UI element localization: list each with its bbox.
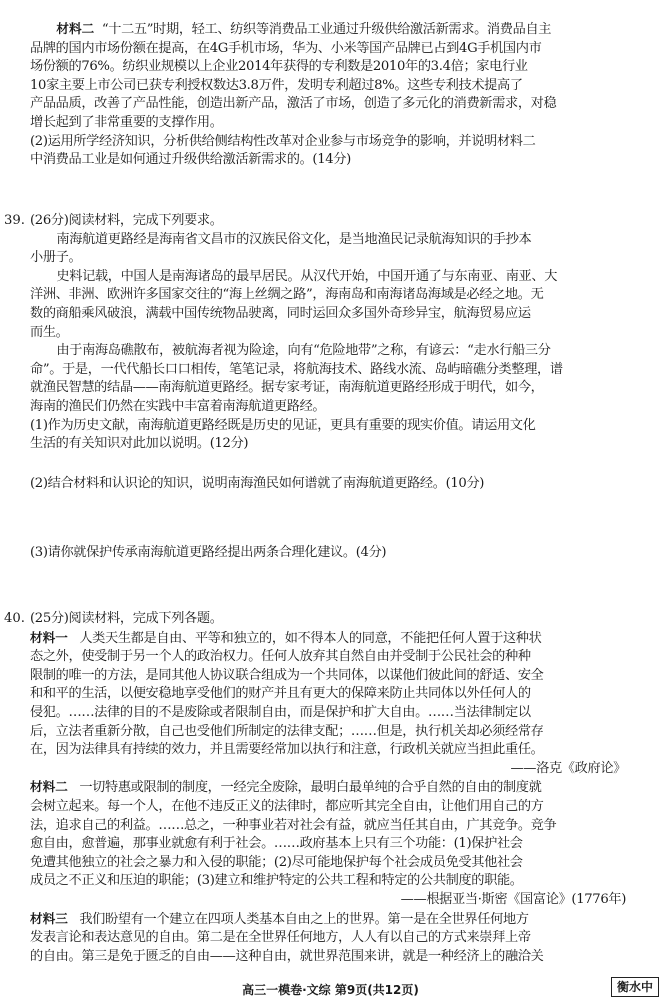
text-line: 人类天生都是自由、平等和独立的，如不得本人的同意，不能把任何人置于这种状 bbox=[79, 630, 542, 646]
text-line: 免遭其他独立的社会之暴力和入侵的职能；(2)尽可能地保护每个社会成员免受其他社会 bbox=[30, 854, 523, 870]
text-line: 南海航道更路经是海南省文昌市的汉族民俗文化，是当地渔民记录航海知识的手抄本 bbox=[56, 231, 532, 247]
text-line: 限制的唯一的方法，是同其他人协议联合组成为一个共同体，以谋他们彼此间的舒适、安全 bbox=[30, 667, 544, 683]
material-label: 材料三 bbox=[30, 910, 68, 926]
text-line: “十二五”时期，轻工、纺织等消费品工业通过升级供给激活新需求。消费品自主 bbox=[101, 22, 552, 37]
question-line: (2)运用所学经济知识，分析供给侧结构性改革对企业参与市场竞争的影响，并说明材料二 bbox=[30, 133, 536, 149]
text-line: 的自由。第三是免于匮乏的自由——这种自由，就世界范围来讲，就是一种经济上的融洽关 bbox=[30, 948, 544, 964]
text-line: 产品品质，改善了产品性能，创造出新产品，激活了市场，创造了多元化的消费新需求，对稳 bbox=[30, 96, 557, 112]
text-line: 后，立法者重新分散，自己也受他们所制定的法律支配；……但是，执行机关却必须经常存 bbox=[30, 723, 544, 739]
material-label: 材料二 bbox=[30, 779, 68, 795]
text-line: 由于南海岛礁散布，被航海者视为险途，向有“危险地带”之称，有谚云：“走水行船三分 bbox=[56, 343, 551, 359]
question-number-39: 39. bbox=[4, 213, 25, 228]
material-label: 材料一 bbox=[30, 629, 68, 645]
text-line: 在，因为法律具有持续的效力，并且需要经常加以执行和注意，行政机关就应当担此重任。 bbox=[30, 742, 544, 758]
question-39-sub2: (2)结合材料和认识论的知识，说明南海渔民如何谱就了南海航道更路经。(10分) bbox=[30, 476, 485, 491]
text-line: 海南的渔民们仍然在实践中丰富着南海航道更路经。 bbox=[30, 398, 326, 414]
text-line: 史料记载，中国人是南海诸岛的最早居民。从汉代开始，中国开通了与东南亚、南亚、大 bbox=[56, 268, 558, 284]
source-citation: ——根据亚当·斯密《国富论》(1776年) bbox=[400, 891, 626, 907]
question-line: 中消费品工业是如何通过升级供给激活新需求的。(14分) bbox=[30, 152, 351, 168]
text-line: 会树立起来。每一个人，在他不违反正义的法律时，都应听其完全自由，让他们用自己的方 bbox=[30, 798, 544, 814]
material2-econ-block bbox=[30, 20, 630, 170]
text-line: 而生。 bbox=[30, 324, 69, 340]
text-line: 和和平的生活，以便安稳地享受他们的财产并且有更大的保障来防止共同体以外任何人的 bbox=[30, 686, 531, 702]
text-line: 发表言论和表达意见的自由。第二是在全世界任何地方，人人有以自己的方式来崇拜上帝 bbox=[30, 930, 531, 946]
source-citation: ——洛克《政府论》 bbox=[510, 760, 626, 776]
text-line: 态之外，使受制于另一个人的政治权力。任何人放弃其自然自由并受制于公民社会的种种 bbox=[30, 649, 531, 665]
material2-econ-paragraph bbox=[30, 20, 630, 40]
question-header: (26分)阅读材料，完成下列要求。 bbox=[30, 213, 223, 228]
material1-paragraph bbox=[30, 629, 630, 649]
material3-paragraph bbox=[30, 910, 630, 930]
text-line: 10家主要上市公司已获专利授权数达3.8万件，发明专利超过8%。这些专利技术提高了 bbox=[30, 77, 523, 93]
text-line: 增长起到了非常重要的支撑作用。 bbox=[30, 114, 223, 130]
text-line: 命”。于是，一代代船长口口相传，笔笔记录，将航海技术、路线水流、岛屿暗礁分类整理，谱 bbox=[30, 361, 563, 377]
text-line: 一切特惠或限制的制度，一经完全废除，最明白最单纯的合乎自然的自由的制度就 bbox=[79, 780, 542, 796]
text-line: 就渔民智慧的结晶——南海航道更路经。据专家考证，南海航道更路经形成于明代，如今， bbox=[30, 380, 544, 396]
text-line: 法，追求自己的利益。……总之，一种事业若对社会有益，就应当任其自由，广其竞争。竞争 bbox=[30, 817, 557, 833]
page-footer: 高三一模卷·文综 第9页(共12页) bbox=[242, 983, 419, 997]
question-39-sub3: (3)请你就保护传承南海航道更路经提出两条合理化建议。(4分) bbox=[30, 545, 387, 560]
question-line: (1)作为历史文献，南海航道更路经既是历史的见证，更具有重要的现实价值。请运用文化 bbox=[30, 417, 536, 433]
material-label: 材料二 bbox=[56, 21, 95, 36]
text-line: 数的商船乘风破浪，满载中国传统物品驶离，同时运回众多国外奇珍异宝，航海贸易应运 bbox=[30, 305, 531, 321]
watermark-stamp: 衡水中 bbox=[611, 977, 659, 997]
material2-paragraph bbox=[30, 778, 630, 798]
text-line: 成员之不正义和压迫的职能；(3)建立和维护特定的公共工程和特定的公共制度的职能。 bbox=[30, 873, 523, 889]
question-line: 生活的有关知识对此加以说明。(12分) bbox=[30, 436, 249, 452]
text-line: 洋洲、非洲、欧洲许多国家交往的“海上丝绸之路”，海南岛和南海诸岛海域是必经之地。无 bbox=[30, 287, 544, 303]
question-39-block bbox=[30, 212, 630, 454]
text-line: 小册子。 bbox=[30, 250, 82, 266]
text-line: 品牌的国内市场份额在提高，在4G手机市场，华为、小米等国产品牌已占到4G手机国内市 bbox=[30, 40, 542, 56]
question-header: (25分)阅读材料，完成下列各题。 bbox=[30, 611, 223, 626]
text-line: 愈自由，愈普遍，那事业就愈有利于社会。……政府基本上只有三个功能：(1)保护社会 bbox=[30, 836, 523, 852]
text-line: 场份额的76%。纺织业规模以上企业2014年获得的专利数是2010年的3.4倍；家电行业 bbox=[30, 59, 528, 75]
question-40-block bbox=[30, 610, 630, 966]
question-number-40: 40. bbox=[4, 611, 25, 626]
text-line: 侵犯。……法律的目的不是废除或者限制自由，而是保护和扩大自由。……当法律制定以 bbox=[30, 704, 531, 720]
text-line: 我们盼望有一个建立在四项人类基本自由之上的世界。第一是在全世界任何地方 bbox=[79, 911, 529, 927]
